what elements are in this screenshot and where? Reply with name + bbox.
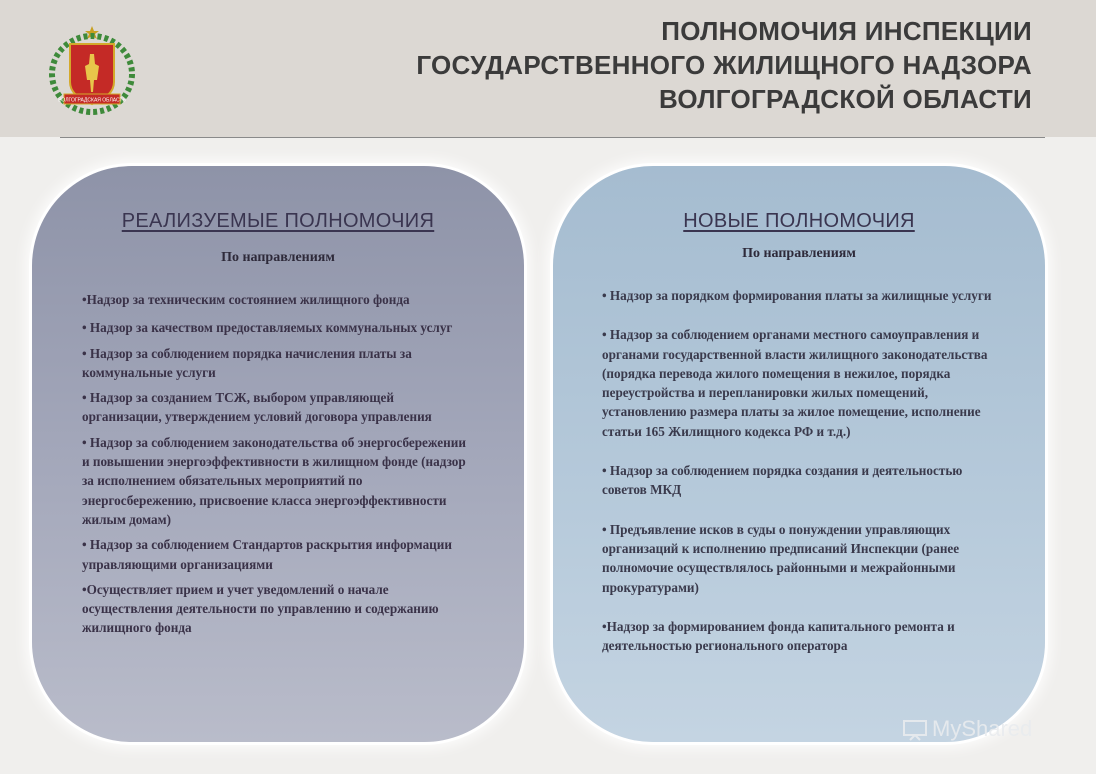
- current-powers-title: РЕАЛИЗУЕМЫЕ ПОЛНОМОЧИЯ: [121, 210, 435, 232]
- current-powers-subtitle: По направлениям: [221, 250, 335, 265]
- header-divider: [60, 137, 1045, 138]
- list-item: • Надзор за соблюдением порядка создания и деятельностью советов МКД: [602, 463, 963, 498]
- title-line-3: ВОЛГОГРАДСКОЙ ОБЛАСТИ: [658, 84, 1032, 114]
- list-item: • Надзор за созданием ТСЖ, выбором управляющей организации, утверждением условий договора управления: [82, 390, 432, 425]
- list-item: • Надзор за порядком формирования платы за жилищные услуги: [602, 288, 992, 303]
- title-line-2: ГОСУДАРСТВЕННОГО ЖИЛИЩНОГО НАДЗОРА: [416, 50, 1032, 80]
- list-item: • Надзор за качеством предоставляемых коммунальных услуг: [82, 320, 453, 336]
- new-powers-panel: [553, 166, 1045, 742]
- watermark: [902, 716, 1072, 742]
- current-powers-list: [82, 290, 474, 643]
- new-powers-list: [602, 286, 1002, 660]
- list-item: • Надзор за соблюдением порядка начисления платы за коммунальные услуги: [82, 345, 412, 380]
- list-item: • Надзор за соблюдением Стандартов раскрытия информации управляющими организациями: [82, 537, 452, 572]
- new-powers-title: НОВЫЕ ПОЛНОМОЧИЯ: [683, 210, 915, 232]
- list-item: • Предъявление исков в суды о понуждении управляющих организаций к исполнению предписаний Инспекции (ранее полномочие осуществлялось районными и межрайонными прокуратурами): [602, 521, 960, 595]
- title-line-1: ПОЛНОМОЧИЯ ИНСПЕКЦИИ: [661, 16, 1032, 46]
- list-item: • Надзор за соблюдением законодательства об энергосбережении и повышении энергоэффективности в жилищном фонде (надзор за исполнением обязательных мероприятий по энергосбережению, присвоение класса энергоэффективности жилым домам): [82, 434, 466, 527]
- list-item: •Надзор за техническим состоянием жилищного фонда: [82, 292, 410, 307]
- watermark-text: MyShared: [932, 716, 1033, 741]
- page-title: [212, 14, 1032, 116]
- current-powers-panel: [32, 166, 524, 742]
- new-powers-subtitle: По направлениям: [742, 246, 856, 261]
- coat-of-arms-emblem: [44, 20, 140, 116]
- list-item: • Надзор за соблюдением органами местного самоуправления и органами государственной власти жилищного законодательства (порядка перевода жилого помещения в нежилое, порядка переустройства и перепланировки жилых помещений, установлению размера платы за жилое помещение, исполнение статьи 165 Жилищного кодекса РФ и т.д.): [602, 327, 988, 439]
- svg-text:ВОЛГОГРАДСКАЯ ОБЛАСТЬ: ВОЛГОГРАДСКАЯ ОБЛАСТЬ: [58, 97, 126, 104]
- presentation-board-icon: [902, 719, 928, 741]
- list-item: •Надзор за формированием фонда капитального ремонта и деятельностью регионального оператора: [602, 618, 955, 654]
- list-item: •Осуществляет прием и учет уведомлений о начале осуществления деятельности по управлению и содержанию жилищного фонда: [82, 581, 439, 636]
